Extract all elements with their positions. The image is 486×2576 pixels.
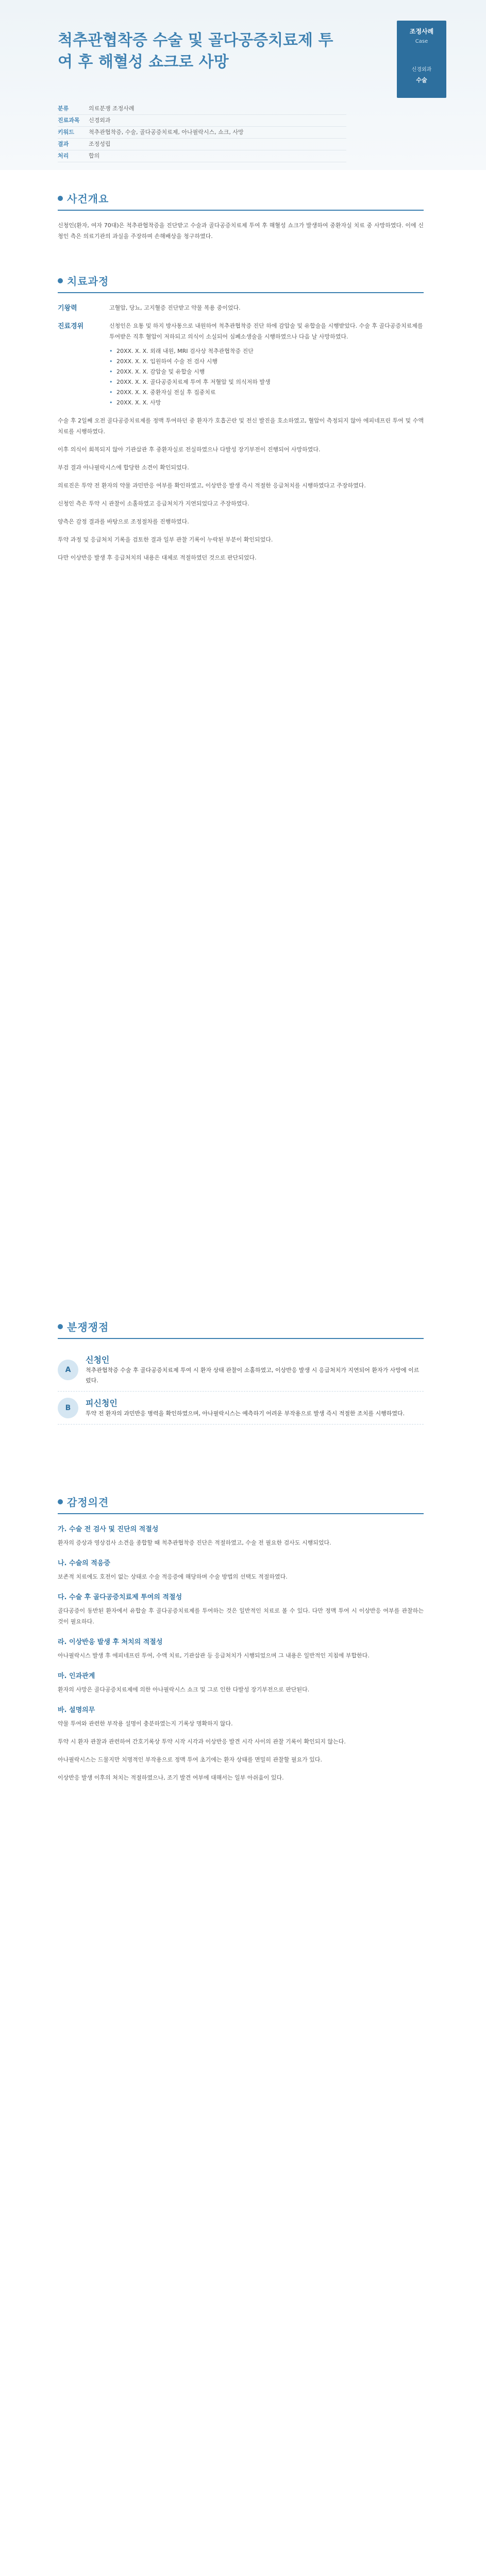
section-heading — [58, 1494, 424, 1514]
paragraph: 아나필락시스는 드물지만 치명적인 부작용으로 정맥 투여 초기에는 환자 상태를 면밀히 관찰할 필요가 있다. — [58, 1756, 322, 1763]
timeline-list — [109, 346, 424, 408]
row-key: 기왕력 — [58, 304, 77, 312]
meta-row — [58, 103, 346, 115]
course-row — [58, 320, 424, 408]
subheading: 마. 인과관계 — [58, 1672, 95, 1680]
claim-applicant — [58, 1348, 424, 1392]
section-title: 사건개요 — [67, 193, 109, 205]
claim-body — [86, 1353, 424, 1386]
subheading: 다. 수술 후 골다공증치료제 투여의 적절성 — [58, 1594, 182, 1601]
claim-text: 투약 전 환자의 과민반응 병력을 확인하였으며, 아나필락시스는 예측하기 어려운 부작용으로 발생 즉시 적절한 조치를 시행하였다. — [86, 1410, 405, 1417]
paragraph: 투약 과정 및 응급처치 기록을 검토한 결과 일부 관찰 기록이 누락된 부분이 확인되었다. — [58, 536, 273, 543]
list-item: • 20XX. X. X. 감압술 및 유합술 시행 — [109, 367, 424, 377]
section-title: 치료과정 — [67, 275, 109, 287]
meta-row — [58, 127, 346, 139]
section-heading — [58, 1319, 424, 1339]
subheading: 가. 수술 전 검사 및 진단의 적절성 — [58, 1526, 159, 1533]
meta-key: 분류 — [58, 105, 69, 112]
claim-label: 신청인 — [86, 1355, 110, 1365]
badge-sub: Case — [415, 39, 428, 44]
subheading: 나. 수술의 적응증 — [58, 1560, 110, 1567]
paragraph: 이상반응 발생 이후의 처치는 적절하였으나, 조기 발견 여부에 대해서는 일부 아쉬움이 있다. — [58, 1774, 284, 1781]
section-dispute — [58, 1319, 424, 1425]
paragraph: 보존적 치료에도 호전이 없는 상태로 수술 적응증에 해당하며 수술 방법의 선택도 적절하였다. — [58, 1573, 288, 1580]
section-heading — [58, 273, 424, 293]
heading-dot-icon — [58, 278, 63, 283]
history-row — [58, 302, 424, 313]
row-value-text: 신청인은 요통 및 하지 방사통으로 내원하여 척추관협착증 진단 하에 감압술 및 유합술을 시행받았다. 수술 후 골다공증치료제를 투여받은 직후 혈압이 저하되고 의식이 소실되어 심폐소생술을 시행하였으나 다음 날 사망하였다. — [109, 323, 423, 340]
paragraph: 골다공증이 동반된 환자에서 유합술 후 골다공증치료제를 투여하는 것은 일반적인 치료로 볼 수 있다. 다만 정맥 투여 시 이상반응 여부를 관찰하는 것이 필요하다. — [58, 1607, 424, 1625]
case-meta — [58, 103, 346, 162]
paragraph: 환자의 증상과 영상검사 소견을 종합할 때 척추관협착증 진단은 적절하였고, 수술 전 필요한 검사도 시행되었다. — [58, 1539, 331, 1546]
paragraph: 환자의 사망은 골다공증치료제에 의한 아나필락시스 쇼크 및 그로 인한 다발성 장기부전으로 판단된다. — [58, 1686, 310, 1693]
list-item: • 20XX. X. X. 사망 — [109, 398, 424, 408]
meta-row — [58, 139, 346, 150]
meta-value: 합의 — [89, 152, 100, 159]
heading-dot-icon — [58, 196, 63, 201]
section-title: 감정의견 — [67, 1496, 109, 1509]
paragraph: 이후 의식이 회복되지 않아 기관삽관 후 중환자실로 전실하였으나 다발성 장기부전이 진행되어 사망하였다. — [58, 446, 321, 453]
paragraph: 투약 시 환자 관찰과 관련하여 간호기록상 투약 시작 시각과 이상반응 발견 시각 사이의 관찰 기록이 확인되지 않는다. — [58, 1738, 346, 1745]
section-heading — [58, 191, 424, 211]
paragraph: 신청인 측은 투약 시 관찰이 소홀하였고 응급처치가 지연되었다고 주장하였다. — [58, 500, 249, 507]
meta-key: 진료과목 — [58, 117, 80, 124]
meta-row — [58, 150, 346, 162]
claim-text: 척추관협착증 수술 후 골다공증치료제 투여 시 환자 상태 관찰이 소홀하였고, 이상반응 발생 시 응급처치가 지연되어 환자가 사망에 이르렀다. — [86, 1367, 420, 1384]
claim-body — [86, 1397, 424, 1419]
paragraph: 신청인(환자, 여자 70대)은 척추관협착증을 진단받고 수술과 골다공증치료제 투여 후 해혈성 쇼크가 발생하여 중환자실 치료 중 사망하였다. 이에 신청인 측은 의료기관의 과실을 주장하며 손해배상을 청구하였다. — [58, 222, 424, 240]
paragraph: 아나필락시스 발생 후 에피네프린 투여, 수액 치료, 기관삽관 등 응급처치가 시행되었으며 그 내용은 일반적인 지침에 부합한다. — [58, 1652, 370, 1659]
subheading: 라. 이상반응 발생 후 처치의 적절성 — [58, 1638, 163, 1646]
badge-num: 수술 — [416, 77, 427, 83]
hospital-icon: B — [58, 1398, 78, 1418]
paragraph: 부검 결과 아나필락시스에 합당한 소견이 확인되었다. — [58, 464, 189, 471]
paragraph: 수술 후 2일째 오전 골다공증치료제를 정맥 투여하던 중 환자가 호흡곤란 및 전신 발진을 호소하였고, 혈압이 측정되지 않아 에피네프린 투여 및 수액 치료를 시행하였다. — [58, 417, 424, 435]
meta-key: 처리 — [58, 152, 69, 159]
claim-label: 피신청인 — [86, 1398, 118, 1408]
section-summary — [58, 191, 424, 249]
meta-value: 의료분쟁 조정사례 — [89, 105, 135, 112]
section-treatment — [58, 273, 424, 570]
list-item: • 20XX. X. X. 입원하여 수술 전 검사 시행 — [109, 357, 424, 367]
list-item: • 20XX. X. X. 골다공증치료제 투여 후 저혈압 및 의식저하 발생 — [109, 377, 424, 387]
meta-row — [58, 115, 346, 127]
heading-dot-icon — [58, 1499, 63, 1504]
list-item: • 20XX. X. X. 외래 내원, MRI 검사상 척추관협착증 진단 — [109, 346, 424, 357]
subheading: 바. 설명의무 — [58, 1706, 95, 1714]
section-title: 분쟁쟁점 — [67, 1321, 109, 1333]
row-value — [109, 320, 424, 408]
row-value: 고혈압, 당뇨, 고지혈증 진단받고 약물 복용 중이었다. — [109, 304, 241, 311]
paragraph: 다만 이상반응 발생 후 응급처치의 내용은 대체로 적절하였던 것으로 판단되었다. — [58, 554, 257, 561]
meta-key: 결과 — [58, 141, 69, 147]
row-key: 진료경위 — [58, 323, 84, 330]
meta-value: 조정성립 — [89, 141, 111, 147]
heading-dot-icon — [58, 1324, 63, 1329]
badge-top: 조정사례 — [409, 28, 434, 35]
header — [0, 0, 486, 170]
page-title: 척추관협착증 수술 및 골다공증치료제 투여 후 해혈성 쇼크로 사망 — [58, 31, 333, 71]
list-item: • 20XX. X. X. 중환자실 전실 후 집중치료 — [109, 387, 424, 398]
meta-key: 키워드 — [58, 129, 74, 135]
paragraph: 의료진은 투약 전 환자의 약물 과민반응 여부를 확인하였고, 이상반응 발생 즉시 적절한 응급처치를 시행하였다고 주장하였다. — [58, 482, 366, 489]
claim-respondent — [58, 1392, 424, 1425]
person-icon: A — [58, 1360, 78, 1380]
section-opinion — [58, 1494, 424, 1790]
paragraph: 양측은 감정 결과를 바탕으로 조정절차를 진행하였다. — [58, 518, 189, 525]
badge-label: 신경외과 — [411, 67, 432, 73]
paragraph: 약물 투여와 관련한 부작용 설명이 충분하였는지 기록상 명확하지 않다. — [58, 1720, 233, 1727]
meta-value: 척추관협착증, 수술, 골다공증치료제, 아나필락시스, 쇼크, 사망 — [89, 129, 244, 135]
meta-value: 신경외과 — [89, 117, 111, 124]
category-badge — [397, 21, 446, 98]
